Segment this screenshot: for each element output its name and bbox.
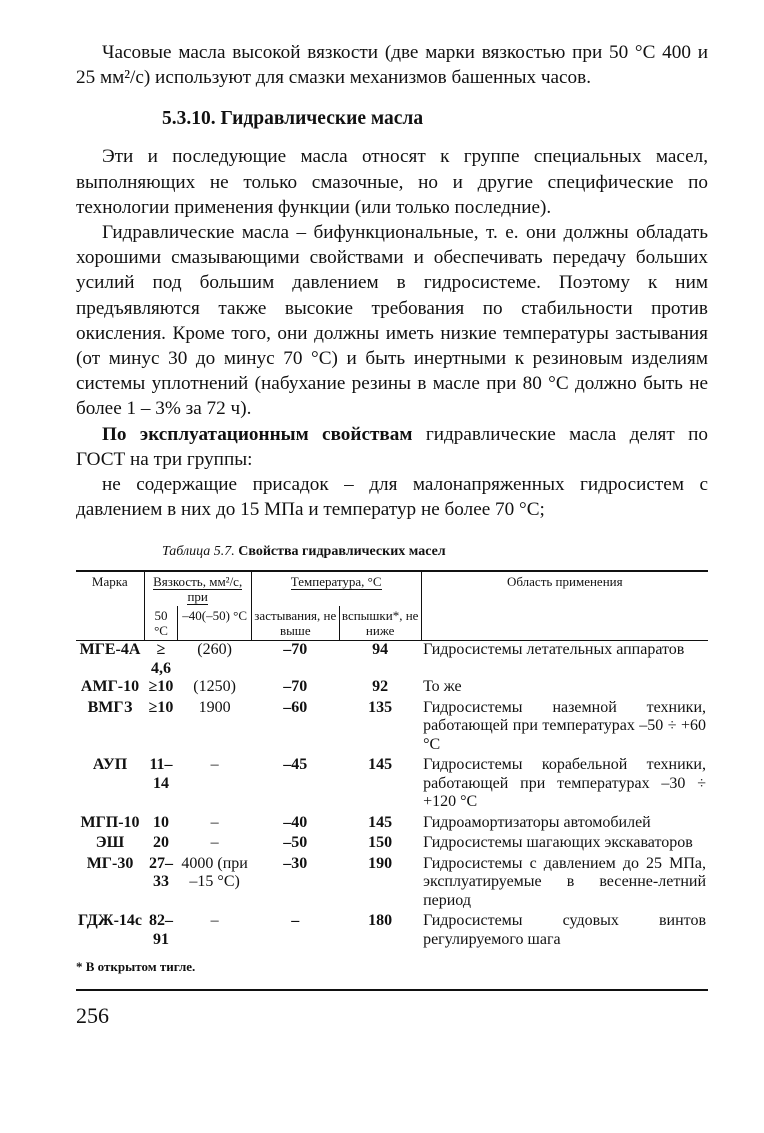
cell-tv: 94 bbox=[372, 641, 389, 659]
cell-tv: 145 bbox=[368, 813, 393, 831]
cell-v50: 10 bbox=[153, 813, 169, 831]
header-visc-40: –40(–50) °С bbox=[178, 606, 251, 641]
table-row bbox=[76, 641, 708, 679]
cell-v40: 4000 (при –15 °С) bbox=[181, 854, 248, 891]
cell-tv: 145 bbox=[368, 756, 393, 774]
paragraph-3 bbox=[76, 422, 708, 472]
cell-mark: АУП bbox=[92, 756, 128, 774]
cell-tv: 135 bbox=[368, 698, 393, 716]
cell-v50: 20 bbox=[153, 834, 169, 852]
cell-mark: МГП-10 bbox=[80, 813, 140, 831]
cell-tz: – bbox=[291, 912, 300, 930]
cell-tz: –70 bbox=[283, 641, 308, 659]
cell-area: Гидросистемы шагающих экскаваторов bbox=[423, 834, 693, 852]
cell-mark: АМГ-10 bbox=[80, 678, 140, 696]
cell-v50: 11–14 bbox=[149, 756, 173, 792]
cell-area: Гидросистемы наземной техники, работающей при температурах –50 ÷ +60 °С bbox=[423, 698, 706, 753]
table-row bbox=[76, 699, 708, 757]
cell-v50: ≥10 bbox=[148, 698, 174, 716]
cell-tz: –40 bbox=[283, 813, 308, 831]
footnote: * В открытом тигле. bbox=[76, 959, 196, 975]
cell-tv: 180 bbox=[368, 912, 393, 930]
table-body bbox=[76, 641, 708, 952]
cell-tz: –30 bbox=[283, 854, 308, 872]
cell-mark: МГЕ-4А bbox=[79, 641, 141, 659]
table-row bbox=[76, 756, 708, 814]
cell-tv: 150 bbox=[368, 834, 393, 852]
cell-v40: – bbox=[210, 912, 219, 930]
header-temperature: Температура, °С bbox=[251, 571, 421, 606]
cell-tv: 190 bbox=[368, 854, 393, 872]
table-caption bbox=[162, 544, 708, 560]
header-mark: Марка bbox=[76, 571, 144, 641]
cell-area: Гидросистемы летательных аппаратов bbox=[423, 641, 685, 659]
cell-mark: МГ-30 bbox=[86, 854, 134, 872]
cell-v40: – bbox=[210, 756, 219, 774]
header-visc-50: 50 °С bbox=[144, 606, 178, 641]
cell-v50: ≥10 bbox=[148, 678, 174, 696]
bottom-rule bbox=[76, 989, 708, 991]
cell-tz: –45 bbox=[283, 756, 308, 774]
header-temp-freeze: застывания, не выше bbox=[251, 606, 339, 641]
cell-v40: – bbox=[210, 834, 219, 852]
cell-mark: ВМГЗ bbox=[87, 698, 133, 716]
paragraph-3-rest: гидравлические масла делят по ГОСТ на три группы: bbox=[76, 423, 708, 470]
cell-v40: (1250) bbox=[193, 678, 236, 696]
table-caption-title: Свойства гидравлических масел bbox=[234, 544, 446, 560]
table-row bbox=[76, 834, 708, 855]
cell-tz: –70 bbox=[283, 678, 308, 696]
header-area: Область применения bbox=[421, 571, 708, 641]
paragraph-2: Гидравлические масла – бифункциональные, т. е. они должны обладать хорошими смазывающими свойствами и обеспечивать передачу больших усилий под большим давлением в гидросистеме. Поэтому к ним предъявляются также высокие требования по стабильности против окисления. Кроме того, они должны иметь низкие температуры застывания (от минус 30 до минус 70 °С) и быть инертными к резиновым изделиям системы уплотнений (набухание резины в масле при 80 °С должно быть не более 1 – 3% за 72 ч). bbox=[76, 222, 708, 420]
cell-v50: ≥ 4,6 bbox=[151, 641, 171, 677]
page-number: 256 bbox=[76, 1003, 109, 1029]
cell-v40: (260) bbox=[197, 641, 232, 659]
intro-paragraph: Часовые масла высокой вязкости (две марки вязкостью при 50 °С 400 и 25 мм²/с) используют для смазки механизмов башенных часов. bbox=[76, 42, 708, 89]
cell-mark: ГДЖ-14с bbox=[78, 912, 143, 930]
cell-v40: – bbox=[210, 813, 219, 831]
table-row bbox=[76, 814, 708, 835]
paragraph-1: Эти и последующие масла относят к группе специальных масел, выполняющих не только смазочные, но и другие специфические по технологии применения функции (или только последние). bbox=[76, 146, 708, 218]
header-temp-flash: вспышки*, не ниже bbox=[339, 606, 421, 641]
cell-mark: ЭШ bbox=[95, 834, 125, 852]
cell-area: Гидросистемы судовых винтов регулируемого шага bbox=[423, 912, 706, 948]
cell-area: Гидросистемы корабельной техники, работающей при температурах –30 ÷ +120 °С bbox=[423, 756, 706, 811]
section-heading: 5.3.10. Гидравлические масла bbox=[162, 108, 424, 130]
table-row bbox=[76, 678, 708, 699]
cell-v50: 82–91 bbox=[149, 912, 173, 948]
cell-area: Гидросистемы с давлением до 25 МПа, эксплуатируемые в весенне-летний период bbox=[423, 854, 706, 909]
table-caption-label: Таблица 5.7. bbox=[162, 544, 235, 560]
cell-v40: 1900 bbox=[198, 698, 231, 716]
cell-tz: –50 bbox=[283, 834, 308, 852]
properties-table bbox=[76, 570, 708, 951]
cell-tz: –60 bbox=[283, 698, 308, 716]
cell-area: То же bbox=[423, 678, 462, 696]
paragraph-3-bold: По эксплуатационным свойствам bbox=[102, 423, 413, 445]
cell-area: Гидроамортизаторы автомобилей bbox=[423, 813, 651, 831]
cell-tv: 92 bbox=[372, 678, 389, 696]
paragraph-4: не содержащие присадок – для малонапряженных гидросистем с давлением в них до 15 МПа и температур не более 70 °С; bbox=[76, 474, 708, 521]
table-row bbox=[76, 855, 708, 913]
cell-v50: 27–33 bbox=[149, 854, 173, 891]
header-viscosity: Вязкость, мм²/с, при bbox=[144, 571, 251, 606]
page bbox=[76, 40, 708, 1029]
table-row bbox=[76, 912, 708, 951]
